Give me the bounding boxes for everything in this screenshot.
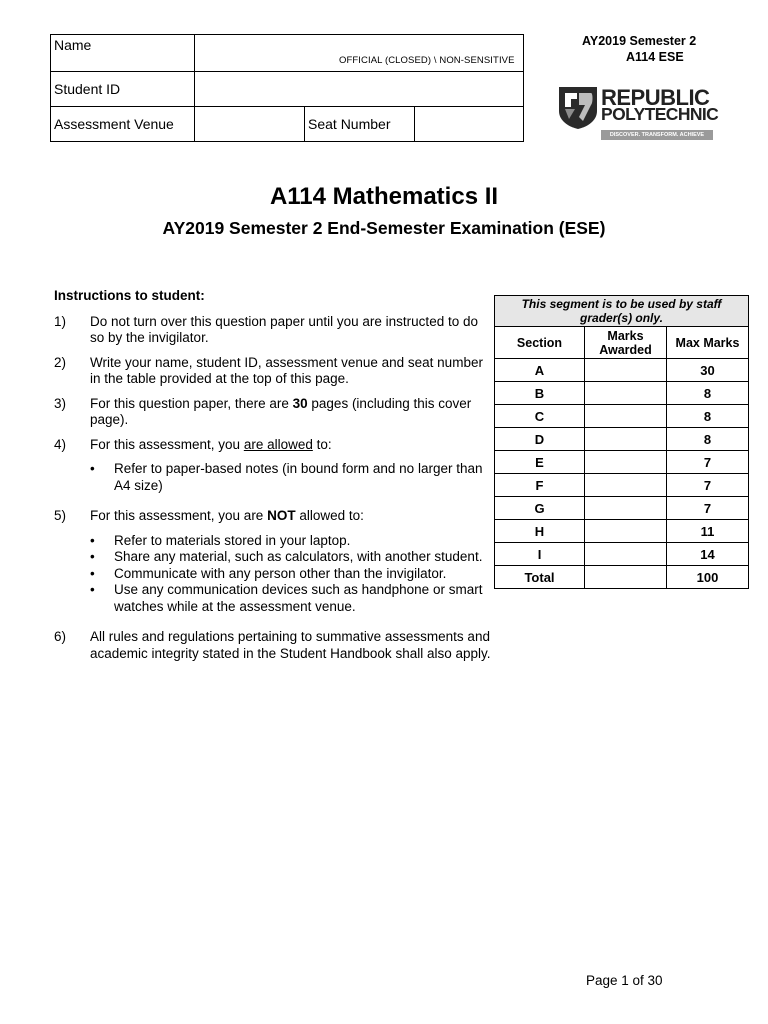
marks-row bbox=[495, 428, 749, 451]
awarded-cell[interactable] bbox=[585, 428, 667, 451]
max-marks-cell: 8 bbox=[667, 405, 749, 428]
marks-row bbox=[495, 382, 749, 405]
section-cell: H bbox=[495, 520, 585, 543]
awarded-cell[interactable] bbox=[585, 497, 667, 520]
instruction-text: For this assessment, you are NOT allowed to: bbox=[90, 508, 364, 523]
instructions-heading: Instructions to student: bbox=[54, 288, 205, 303]
name-label: Name bbox=[51, 35, 195, 72]
section-cell: G bbox=[495, 497, 585, 520]
republic-polytechnic-logo bbox=[557, 85, 717, 141]
bullet-item: • Refer to paper-based notes (in bound form and no larger than A4 size) bbox=[90, 461, 483, 493]
max-marks-cell: 11 bbox=[667, 520, 749, 543]
max-marks-cell: 7 bbox=[667, 474, 749, 497]
max-marks-cell: 30 bbox=[667, 359, 749, 382]
max-marks-cell: 8 bbox=[667, 428, 749, 451]
marks-table bbox=[494, 295, 749, 589]
marks-row bbox=[495, 543, 749, 566]
instruction-text: Write your name, student ID, assessment venue and seat number in the table provided at the top of this page. bbox=[90, 354, 483, 386]
section-cell: D bbox=[495, 428, 585, 451]
max-column-header: Max Marks bbox=[667, 327, 749, 359]
logo-text-republic: REPUBLIC bbox=[601, 85, 710, 110]
awarded-cell[interactable] bbox=[585, 359, 667, 382]
awarded-cell[interactable] bbox=[585, 474, 667, 497]
not-emphasis: NOT bbox=[267, 508, 296, 523]
seat-field[interactable] bbox=[415, 107, 524, 142]
awarded-cell[interactable] bbox=[585, 405, 667, 428]
max-marks-cell: 100 bbox=[667, 566, 749, 589]
instruction-item bbox=[54, 508, 494, 615]
awarded-cell[interactable] bbox=[585, 382, 667, 405]
section-cell: I bbox=[495, 543, 585, 566]
instruction-item bbox=[54, 437, 494, 495]
instruction-text: For this assessment, you are allowed to: bbox=[90, 436, 332, 452]
instruction-text: All rules and regulations pertaining to summative assessments and academic integrity stated in the Student Handbook shall also apply. bbox=[90, 629, 491, 661]
student-id-label: Student ID bbox=[51, 72, 195, 107]
bullet-item: • Use any communication devices such as handphone or smart watches while at the assessment venue. bbox=[90, 582, 483, 614]
shield-icon bbox=[557, 85, 599, 129]
student-id-field[interactable] bbox=[195, 72, 524, 107]
instruction-item bbox=[54, 396, 494, 429]
page-number: Page 1 of 30 bbox=[586, 973, 663, 988]
instructions-section bbox=[54, 288, 494, 662]
instruction-item bbox=[54, 314, 494, 347]
bullet-list bbox=[90, 533, 494, 616]
marks-row bbox=[495, 566, 749, 589]
section-column-header: Section bbox=[495, 327, 585, 359]
bullet-item: • Communicate with any person other than the invigilator. bbox=[90, 565, 447, 581]
venue-label: Assessment Venue bbox=[51, 107, 195, 142]
awarded-column-header: Marks Awarded bbox=[585, 327, 667, 359]
awarded-cell[interactable] bbox=[585, 543, 667, 566]
venue-field[interactable] bbox=[195, 107, 305, 142]
instruction-text: For this question paper, there are 30 pages (including this cover page). bbox=[90, 395, 472, 427]
module-code-label: A114 ESE bbox=[626, 50, 684, 64]
page-title: A114 Mathematics II bbox=[269, 183, 499, 210]
page-subtitle: AY2019 Semester 2 End-Semester Examination (ESE) bbox=[162, 218, 606, 238]
instruction-number: 6) bbox=[54, 629, 67, 644]
instruction-number: 5) bbox=[54, 508, 67, 523]
bullet-item: • Refer to materials stored in your laptop. bbox=[90, 532, 351, 548]
seat-label: Seat Number bbox=[305, 107, 415, 142]
instruction-number: 2) bbox=[54, 354, 67, 370]
instruction-item bbox=[54, 355, 494, 388]
section-cell: E bbox=[495, 451, 585, 474]
section-cell: F bbox=[495, 474, 585, 497]
marks-row bbox=[495, 520, 749, 543]
awarded-cell[interactable] bbox=[585, 520, 667, 543]
max-marks-cell: 14 bbox=[667, 543, 749, 566]
max-marks-cell: 7 bbox=[667, 497, 749, 520]
semester-label: AY2019 Semester 2 bbox=[582, 34, 697, 48]
logo-text-polytechnic: POLYTECHNIC bbox=[601, 104, 719, 124]
awarded-cell[interactable] bbox=[585, 451, 667, 474]
logo-tagline: DISCOVER. TRANSFORM. ACHIEVE bbox=[601, 130, 713, 140]
staff-use-note: This segment is to be used by staff grader(s) only. bbox=[495, 296, 749, 327]
section-cell: B bbox=[495, 382, 585, 405]
classification-label: OFFICIAL (CLOSED) \ NON-SENSITIVE bbox=[339, 55, 515, 66]
page-count: 30 bbox=[292, 395, 308, 411]
marks-row bbox=[495, 474, 749, 497]
bullet-item: • Share any material, such as calculators, with another student. bbox=[90, 549, 483, 564]
max-marks-cell: 7 bbox=[667, 451, 749, 474]
awarded-cell[interactable] bbox=[585, 566, 667, 589]
instruction-number: 4) bbox=[54, 436, 67, 452]
bullet-list bbox=[90, 461, 494, 494]
max-marks-cell: 8 bbox=[667, 382, 749, 405]
section-cell: C bbox=[495, 405, 585, 428]
instruction-text: Do not turn over this question paper until you are instructed to do so by the invigilator. bbox=[90, 313, 478, 345]
instruction-number: 3) bbox=[54, 395, 67, 411]
marks-row bbox=[495, 359, 749, 382]
section-cell: A bbox=[495, 359, 585, 382]
marks-row bbox=[495, 451, 749, 474]
marks-row bbox=[495, 497, 749, 520]
marks-row bbox=[495, 405, 749, 428]
allowed-emphasis: are allowed bbox=[243, 436, 313, 452]
instruction-number: 1) bbox=[54, 313, 67, 329]
instruction-item bbox=[54, 629, 494, 662]
section-cell: Total bbox=[495, 566, 585, 589]
student-info-table bbox=[50, 34, 524, 142]
